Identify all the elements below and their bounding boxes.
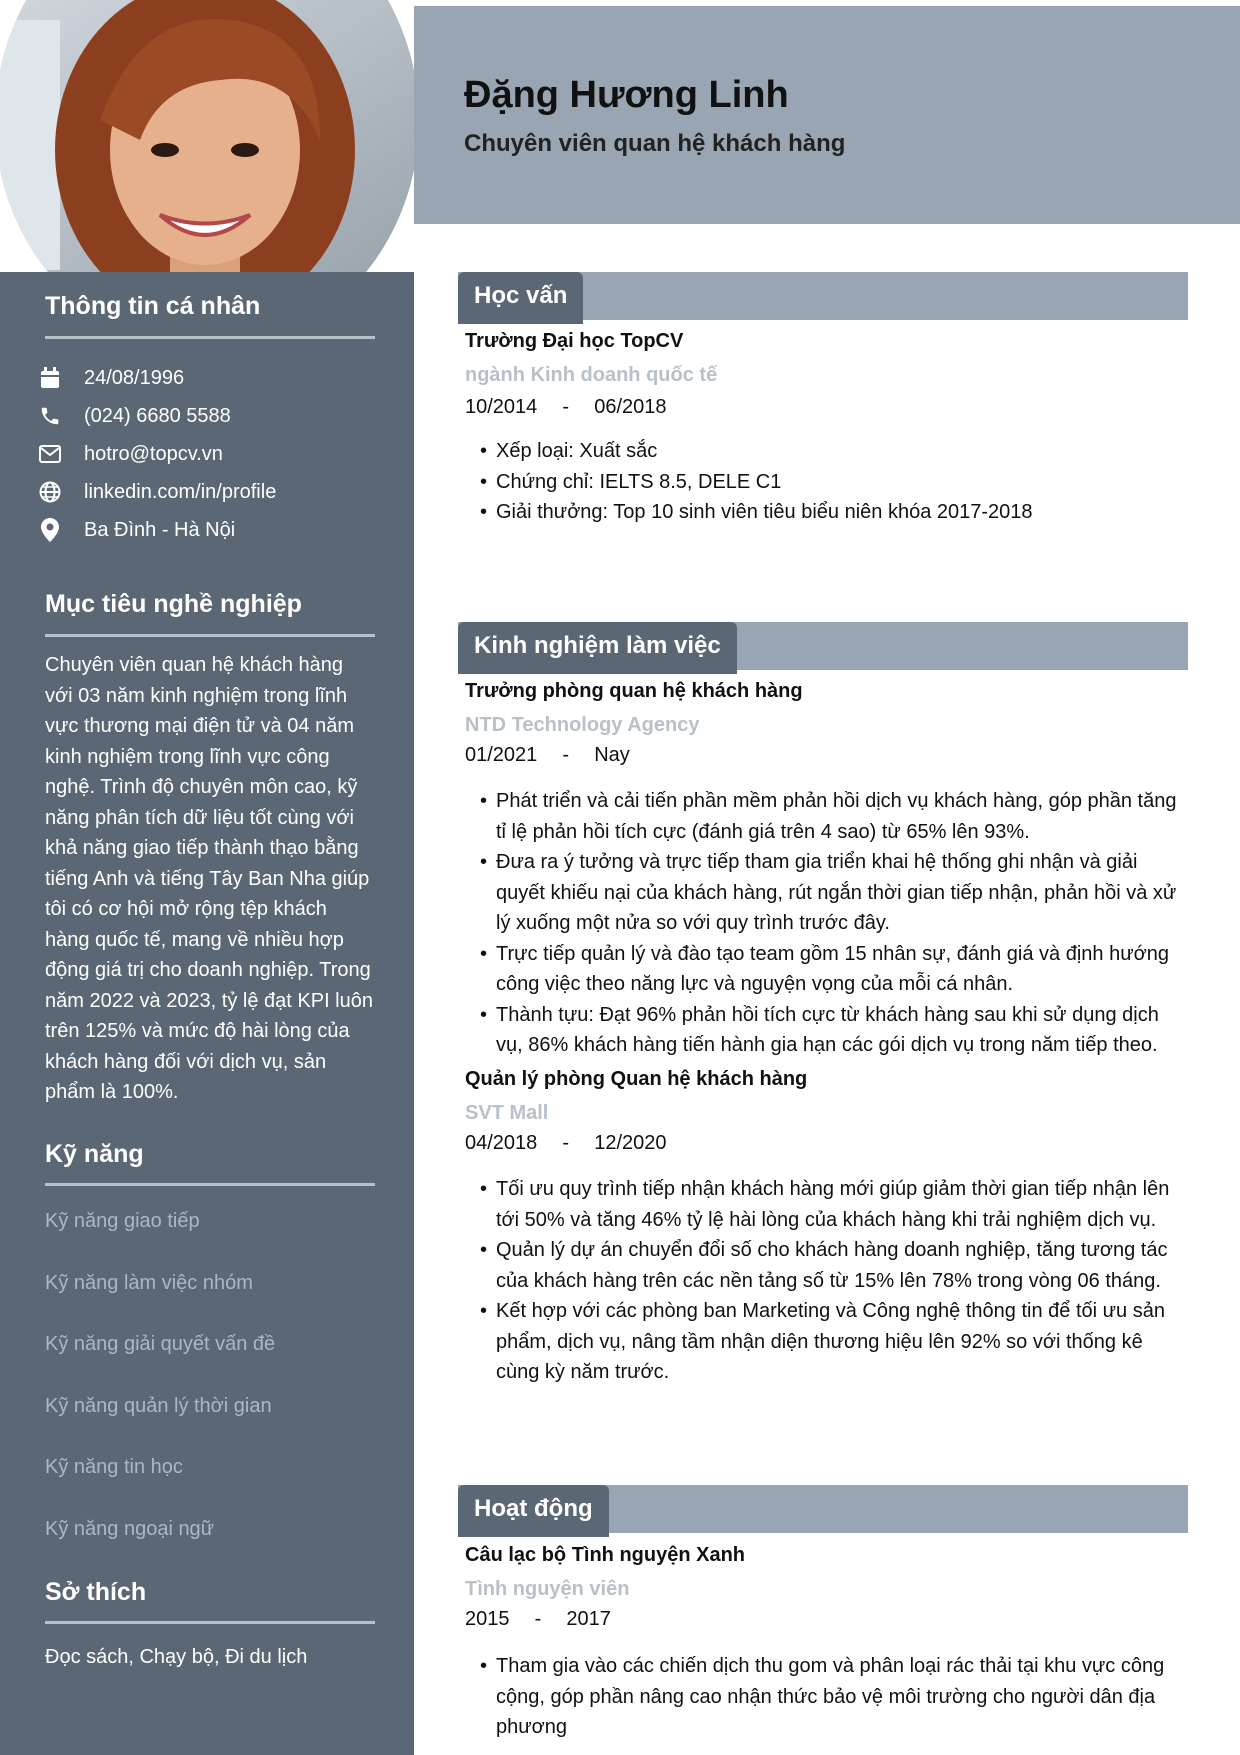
skill-item: Kỹ năng ngoại ngữ <box>45 1518 215 1540</box>
skill-item: Kỹ năng giải quyết vấn đề <box>45 1333 276 1355</box>
activity-bullets <box>480 1651 1185 1743</box>
list-item: • Phát triển và cải tiến phần mềm phản hồi dịch vụ khách hàng, góp phần tăng tỉ lệ phản hồi tích cực (đánh giá trên 4 sao) từ 65% lên 93%. <box>480 786 1185 847</box>
divider <box>45 1183 375 1186</box>
activity-role: Tình nguyện viên <box>465 1578 630 1600</box>
list-item: • Giải thưởng: Top 10 sinh viên tiêu biểu niên khóa 2017-2018 <box>480 497 1185 528</box>
experience-title: Kinh nghiệm làm việc <box>458 622 737 674</box>
list-item: • Thành tựu: Đạt 96% phản hồi tích cực từ khách hàng sau khi sử dụng dịch vụ, 86% khách hàng tiến hành gia hạn các gói dịch vụ trong năm tiếp theo. <box>480 1000 1185 1061</box>
education-title: Học vấn <box>458 272 583 324</box>
activities-title: Hoạt động <box>458 1485 609 1537</box>
school-name: Trường Đại học TopCV <box>465 330 684 352</box>
date-separator: - <box>562 744 570 766</box>
location-text: Ba Đình - Hà Nội <box>84 518 236 541</box>
job-dates <box>465 744 630 767</box>
job-position: Quản lý phòng Quan hệ khách hàng <box>465 1068 808 1090</box>
objective-text: Chuyên viên quan hệ khách hàng với 03 năm kinh nghiệm trong lĩnh vực thương mại điện tử và 04 năm kinh nghiệm trong lĩnh vực công nghệ. Trình độ chuyên môn cao, kỹ năng phân tích dữ liệu tốt cùng với khả năng giao tiếp thành thạo bằng tiếng Anh và tiếng Tây Ban Nha giúp tôi có cơ hội mở rộng tệp khách hàng quốc tế, mang về nhiều hợp động giá trị cho doanh nghiệp. Trong năm 2022 và 2023, tỷ lệ đạt KPI luôn trên 125% và mức độ hài lòng của khách hàng đối với dịch vụ, sản phẩm là 100%. <box>45 654 373 1103</box>
globe-icon <box>38 480 62 504</box>
job-bullets <box>480 786 1185 1061</box>
contact-linkedin <box>38 477 276 507</box>
date-separator: - <box>562 1132 570 1154</box>
hobbies-title: Sở thích <box>45 1578 147 1606</box>
linkedin-text: linkedin.com/in/profile <box>84 480 277 503</box>
end-date: Nay <box>594 744 630 766</box>
activity-org: Câu lạc bộ Tình nguyện Xanh <box>465 1544 746 1566</box>
objective-title: Mục tiêu nghề nghiệp <box>45 590 302 618</box>
email-text: hotro@topcv.vn <box>84 442 223 465</box>
list-item: • Quản lý dự án chuyển đổi số cho khách hàng doanh nghiệp, tăng tương tác của khách hàng trên các nền tảng số từ 15% lên 78% trong vòng 06 tháng. <box>480 1235 1185 1296</box>
activity-dates <box>465 1608 611 1631</box>
job-position: Trưởng phòng quan hệ khách hàng <box>465 680 803 702</box>
candidate-name: Đặng Hương Linh <box>464 74 789 116</box>
divider <box>45 336 375 339</box>
start-date: 04/2018 <box>465 1132 538 1154</box>
location-pin-icon <box>38 518 62 542</box>
email-icon <box>38 442 62 466</box>
list-item: • Xếp loại: Xuất sắc <box>480 436 1185 467</box>
skill-item: Kỹ năng giao tiếp <box>45 1210 200 1232</box>
list-item: • Kết hợp với các phòng ban Marketing và Công nghệ thông tin để tối ưu sản phẩm, dịch vụ, nâng tầm nhận diện thương hiệu lên 92% so với thống kê cùng kỳ năm trước. <box>480 1296 1185 1388</box>
candidate-role: Chuyên viên quan hệ khách hàng <box>464 130 846 157</box>
hobbies-text: Đọc sách, Chạy bộ, Đi du lịch <box>45 1646 308 1668</box>
date-separator: - <box>534 1608 542 1630</box>
profile-photo <box>0 0 414 272</box>
education-dates <box>465 396 667 419</box>
start-date: 2015 <box>465 1608 510 1630</box>
contact-birthdate <box>38 363 184 393</box>
calendar-icon <box>38 366 62 390</box>
end-date: 12/2020 <box>594 1132 667 1154</box>
portrait-image <box>0 0 414 272</box>
end-date: 06/2018 <box>594 396 667 418</box>
list-item: • Tham gia vào các chiến dịch thu gom và phân loại rác thải tại khu vực công cộng, góp phần nâng cao nhận thức bảo vệ môi trường cho người dân địa phương <box>480 1651 1185 1743</box>
skill-item: Kỹ năng tin học <box>45 1456 183 1478</box>
divider <box>45 1621 375 1624</box>
birthdate-text: 24/08/1996 <box>84 366 185 389</box>
skill-item: Kỹ năng làm việc nhóm <box>45 1272 253 1294</box>
list-item: • Trực tiếp quản lý và đào tạo team gồm 15 nhân sự, đánh giá và định hướng công việc theo năng lực và nguyện vọng của mỗi cá nhân. <box>480 939 1185 1000</box>
skills-title: Kỹ năng <box>45 1140 144 1168</box>
job-company: SVT Mall <box>465 1102 549 1124</box>
start-date: 01/2021 <box>465 744 538 766</box>
header-banner <box>414 6 1240 224</box>
divider <box>45 634 375 637</box>
phone-icon <box>38 404 62 428</box>
start-date: 10/2014 <box>465 396 538 418</box>
job-dates <box>465 1132 667 1155</box>
education-bullets <box>480 436 1185 528</box>
job-bullets <box>480 1174 1185 1388</box>
skill-item: Kỹ năng quản lý thời gian <box>45 1395 272 1417</box>
job-company: NTD Technology Agency <box>465 714 700 736</box>
list-item: • Tối ưu quy trình tiếp nhận khách hàng mới giúp giảm thời gian tiếp nhận lên tới 50% và tăng 46% tỷ lệ hài lòng của khách hàng khi trải nghiệm dịch vụ. <box>480 1174 1185 1235</box>
major-name: ngành Kinh doanh quốc tế <box>465 364 718 386</box>
contact-email <box>38 439 223 469</box>
end-date: 2017 <box>566 1608 611 1630</box>
sidebar <box>0 0 414 1755</box>
date-separator: - <box>562 396 570 418</box>
contact-location <box>38 515 235 545</box>
personal-info-title: Thông tin cá nhân <box>45 292 261 320</box>
list-item: • Đưa ra ý tưởng và trực tiếp tham gia triển khai hệ thống ghi nhận và giải quyết khiếu nại của khách hàng, rút ngắn thời gian tiếp nhận, phản hồi và xử lý xuống một nửa so với quy trình trước đây. <box>480 847 1185 939</box>
phone-text: (024) 6680 5588 <box>84 404 231 427</box>
list-item: • Chứng chỉ: IELTS 8.5, DELE C1 <box>480 467 1185 498</box>
contact-phone <box>38 401 231 431</box>
